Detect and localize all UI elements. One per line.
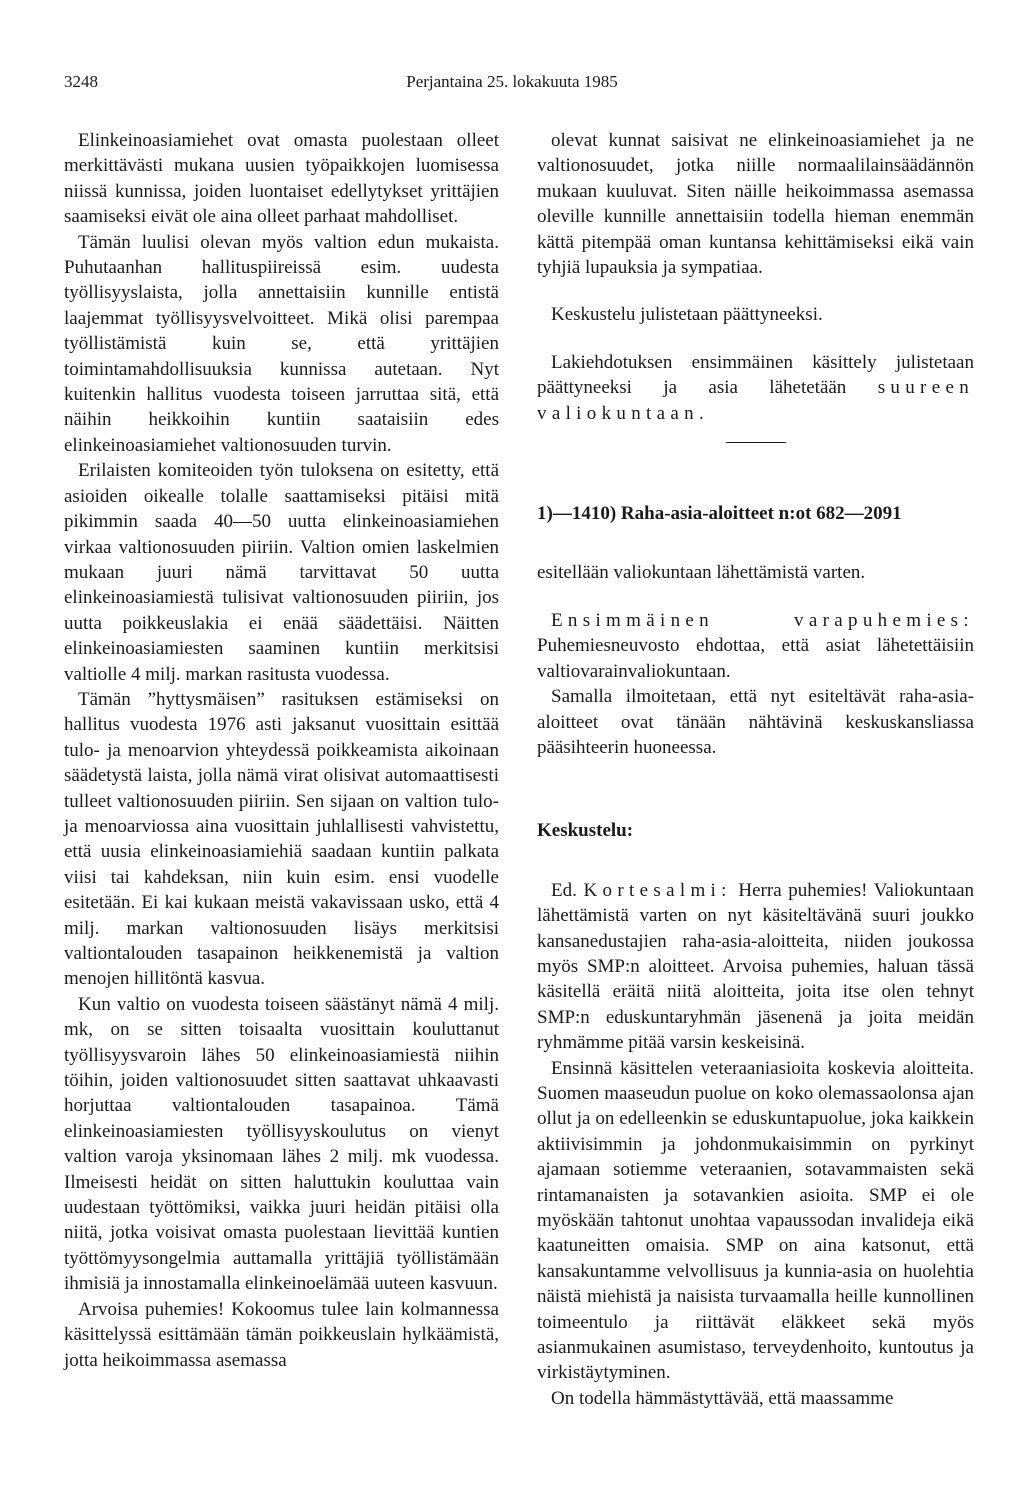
paragraph: Tämän ”hyttysmäisen” rasituksen estämiseksi on hallitus vuodesta 1976 asti jaksanut vuosittain esittää tulo- ja menoarvion yhteydessä poikkeamista aikoinaan säädetystä laista, jolla nämä virat olisivat automaattisesti tulleet valtionosuuden piiriin. Sen sijaan on valtion tulo- ja menoarviossa aina vuosittain juhlallisesti vahvistettu, että uusia elinkeinoasiamiehiä saadaan kuntiin palkata viisi tai kahdeksan, niin kuin esim. ensi vuodelle esitetään. Ei kai kukaan meistä vakavissaan usko, että 4 milj. markan valtionosuuden lisäys merkitsisi valtiontalouden tasapainon heikkenemistä ja valtion menojen hillitöntä kasvua. <box>64 688 499 990</box>
speaker-paragraph <box>537 608 974 684</box>
committee-name: suureen valiokuntaan. <box>537 377 975 424</box>
speech-paragraph <box>537 878 974 1056</box>
paragraph-text: olevat kunnat saisivat ne elinkeinoasiamiehet ja ne valtionosuudet, jotka niille normaalilainsäädännön mukaan kuuluvat. Siten näille heikoimmassa asemassa oleville kunnille annettaisiin todella hieman enemmän kättä pitempää oman kuntansa kehittämiseksi eikä vain tyhjiä lupauksia ja sympatiaa. <box>537 130 974 279</box>
paragraph: Samalla ilmoitetaan, että nyt esiteltävät raha-asia-aloitteet ovat tänään nähtävinä keskuskansliassa pääsihteerin huoneessa. <box>537 686 974 758</box>
paragraph: Ensinnä käsittelen veteraaniasioita koskevia aloitteita. Suomen maaseudun puolue on koko olemassaolonsa ajan ollut ja on edelleenkin se eduskuntapuolue, joka kaikkein aktiivisimmin ja johdonmukaisimmin on pyrkinyt ajamaan sotiemme veteraanien, sotavammaisten sekä rintamanaisten ja sotavankien asioita. SMP ei ole myöskään tahtonut unohtaa vapaussodan invalideja eikä kaatuneitten omaisia. SMP on aina katsonut, että kansakuntamme velvollisuus ja kunnia-asia on huolehtia näistä miehistä ja naisista turvaamalla heille kunnollinen toimeentulo ja riittävät eläkkeet sekä myös asianmukainen asumistaso, terveydenhoito, kuntoutus ja virkistäytyminen. <box>537 1057 974 1384</box>
paragraph: Erilaisten komiteoiden työn tuloksena on esitetty, että asioiden oikealle tolalle saattamiseksi pitäisi mitä pikimmin saada 40—50 uutta elinkeinoasiamiehen virkaa valtionosuuden piiriin. Valtion omien laskelmien mukaan juuri nämä tarvittavat 50 uutta elinkeinoasiamiestä tulisivat valtionosuuden piiriin, jos uutta poikkeuslakia ei enää säädettäisi. Näitten elinkeinoasiamiesten saaminen kuntiin merkitsisi valtiolle 4 milj. markan rasitusta vuodessa. <box>64 460 499 685</box>
speech-speaker-name: Kortesalmi: <box>583 879 732 901</box>
agenda-item-number: 1)—1410) <box>537 503 617 525</box>
first-reading-text: Lakiehdotuksen ensimmäinen käsittely julistetaan päättyneeksi ja asia lähetetään <box>537 351 974 399</box>
speaker-text: Puhemiesneuvosto ehdottaa, että asiat lähetettäisiin valtiovarainvaliokuntaan. <box>537 635 974 682</box>
running-title: Perjantaina 25. lokakuuta 1985 <box>406 72 618 91</box>
discussion-heading: Keskustelu: <box>537 820 634 842</box>
discussion-closed: Keskustelu julistetaan päättyneeksi. <box>551 304 823 326</box>
paragraph: Elinkeinoasiamiehet ovat omasta puolestaan olleet merkittävästi mukana uusien työpaikkojen luomisessa niissä kunnissa, joiden luontaiset edellytykset yrittäjien saamiseksi eivät ole aina olleet parhaat mahdolliset. <box>64 130 499 228</box>
section-divider <box>726 442 786 443</box>
agenda-item-title: Raha-asia-aloitteet n:ot 682—2091 <box>620 503 902 525</box>
speaker-name: Ensimmäinen varapuhemies: <box>551 609 974 631</box>
first-reading-note <box>537 350 974 426</box>
page-number: 3248 <box>64 72 98 91</box>
agenda-item-subtitle: esitellään valiokuntaan lähettämistä varten. <box>537 562 866 584</box>
left-column <box>64 128 499 1373</box>
page-header <box>64 72 960 98</box>
speech-text: Herra puhemies! Valiokuntaan lähettämistä varten on nyt käsiteltävänä suuri joukko kansanedustajien raha-asia-aloitteita, niiden joukossa myös SMP:n aloitteet. Arvoisa puhemies, haluan tässä käsitellä eräitä niitä aloitteita, joita itse olen tehnyt SMP:n eduskuntaryhmän jäsenenä ja joita meidän ryhmämme pitää varsin keskeisinä. <box>537 879 975 1054</box>
paragraph: Kun valtio on vuodesta toiseen säästänyt nämä 4 milj. mk, on se sitten toisaalta vuosittain kouluttanut työllisyysvaroin lähes 50 elinkeinoasiamiestä niihin töihin, joiden valtionosuudet sitten saattavat uhkaavasti horjuttaa valtiontalouden tasapainoa. Tämä elinkeinoasiamiesten työllisyyskoulutus on vienyt valtion varoja yksinomaan lähes 2 milj. mk vuodessa. Ilmeisesti heidät on sitten haluttukin kouluttaa vain uudestaan työttömiksi, vaikka juuri heidän pitäisi olla niitä, jotka voisivat omasta puolestaan lievittää kuntien työttömyysongelmia auttamalla yrittäjiä työllistämään ihmisiä ja innostamalla elinkeinoelämää uuteen kasvuun. <box>64 993 499 1295</box>
right-column <box>537 128 974 1411</box>
paragraph <box>537 128 974 280</box>
speech-prefix: Ed. <box>551 879 577 901</box>
paragraph: On todella hämmästyttävää, että maassamme <box>551 1387 894 1409</box>
paragraph: Tämän luulisi olevan myös valtion edun mukaista. Puhutaanhan hallituspiireissä esim. uudesta työllisyyslaista, jolla annettaisiin kunnille entistä laajemmat työllisyysvelvoitteet. Mikä olisi parempaa työllistämistä kuin se, että yrittäjien toimintamahdollisuuksia kunnissa autetaan. Nyt kuitenkin hallitus vuodesta toiseen jarruttaa sitä, että näihin heikkoihin kuntiin saataisiin edes elinkeinoasiamiehet valtionosuuden turvin. <box>64 231 499 456</box>
paragraph: Arvoisa puhemies! Kokoomus tulee lain kolmannessa käsittelyssä esittämään tämän poikkeuslain hylkäämistä, jotta heikoimmassa asemassa <box>64 1298 499 1371</box>
agenda-item-heading <box>537 501 974 526</box>
